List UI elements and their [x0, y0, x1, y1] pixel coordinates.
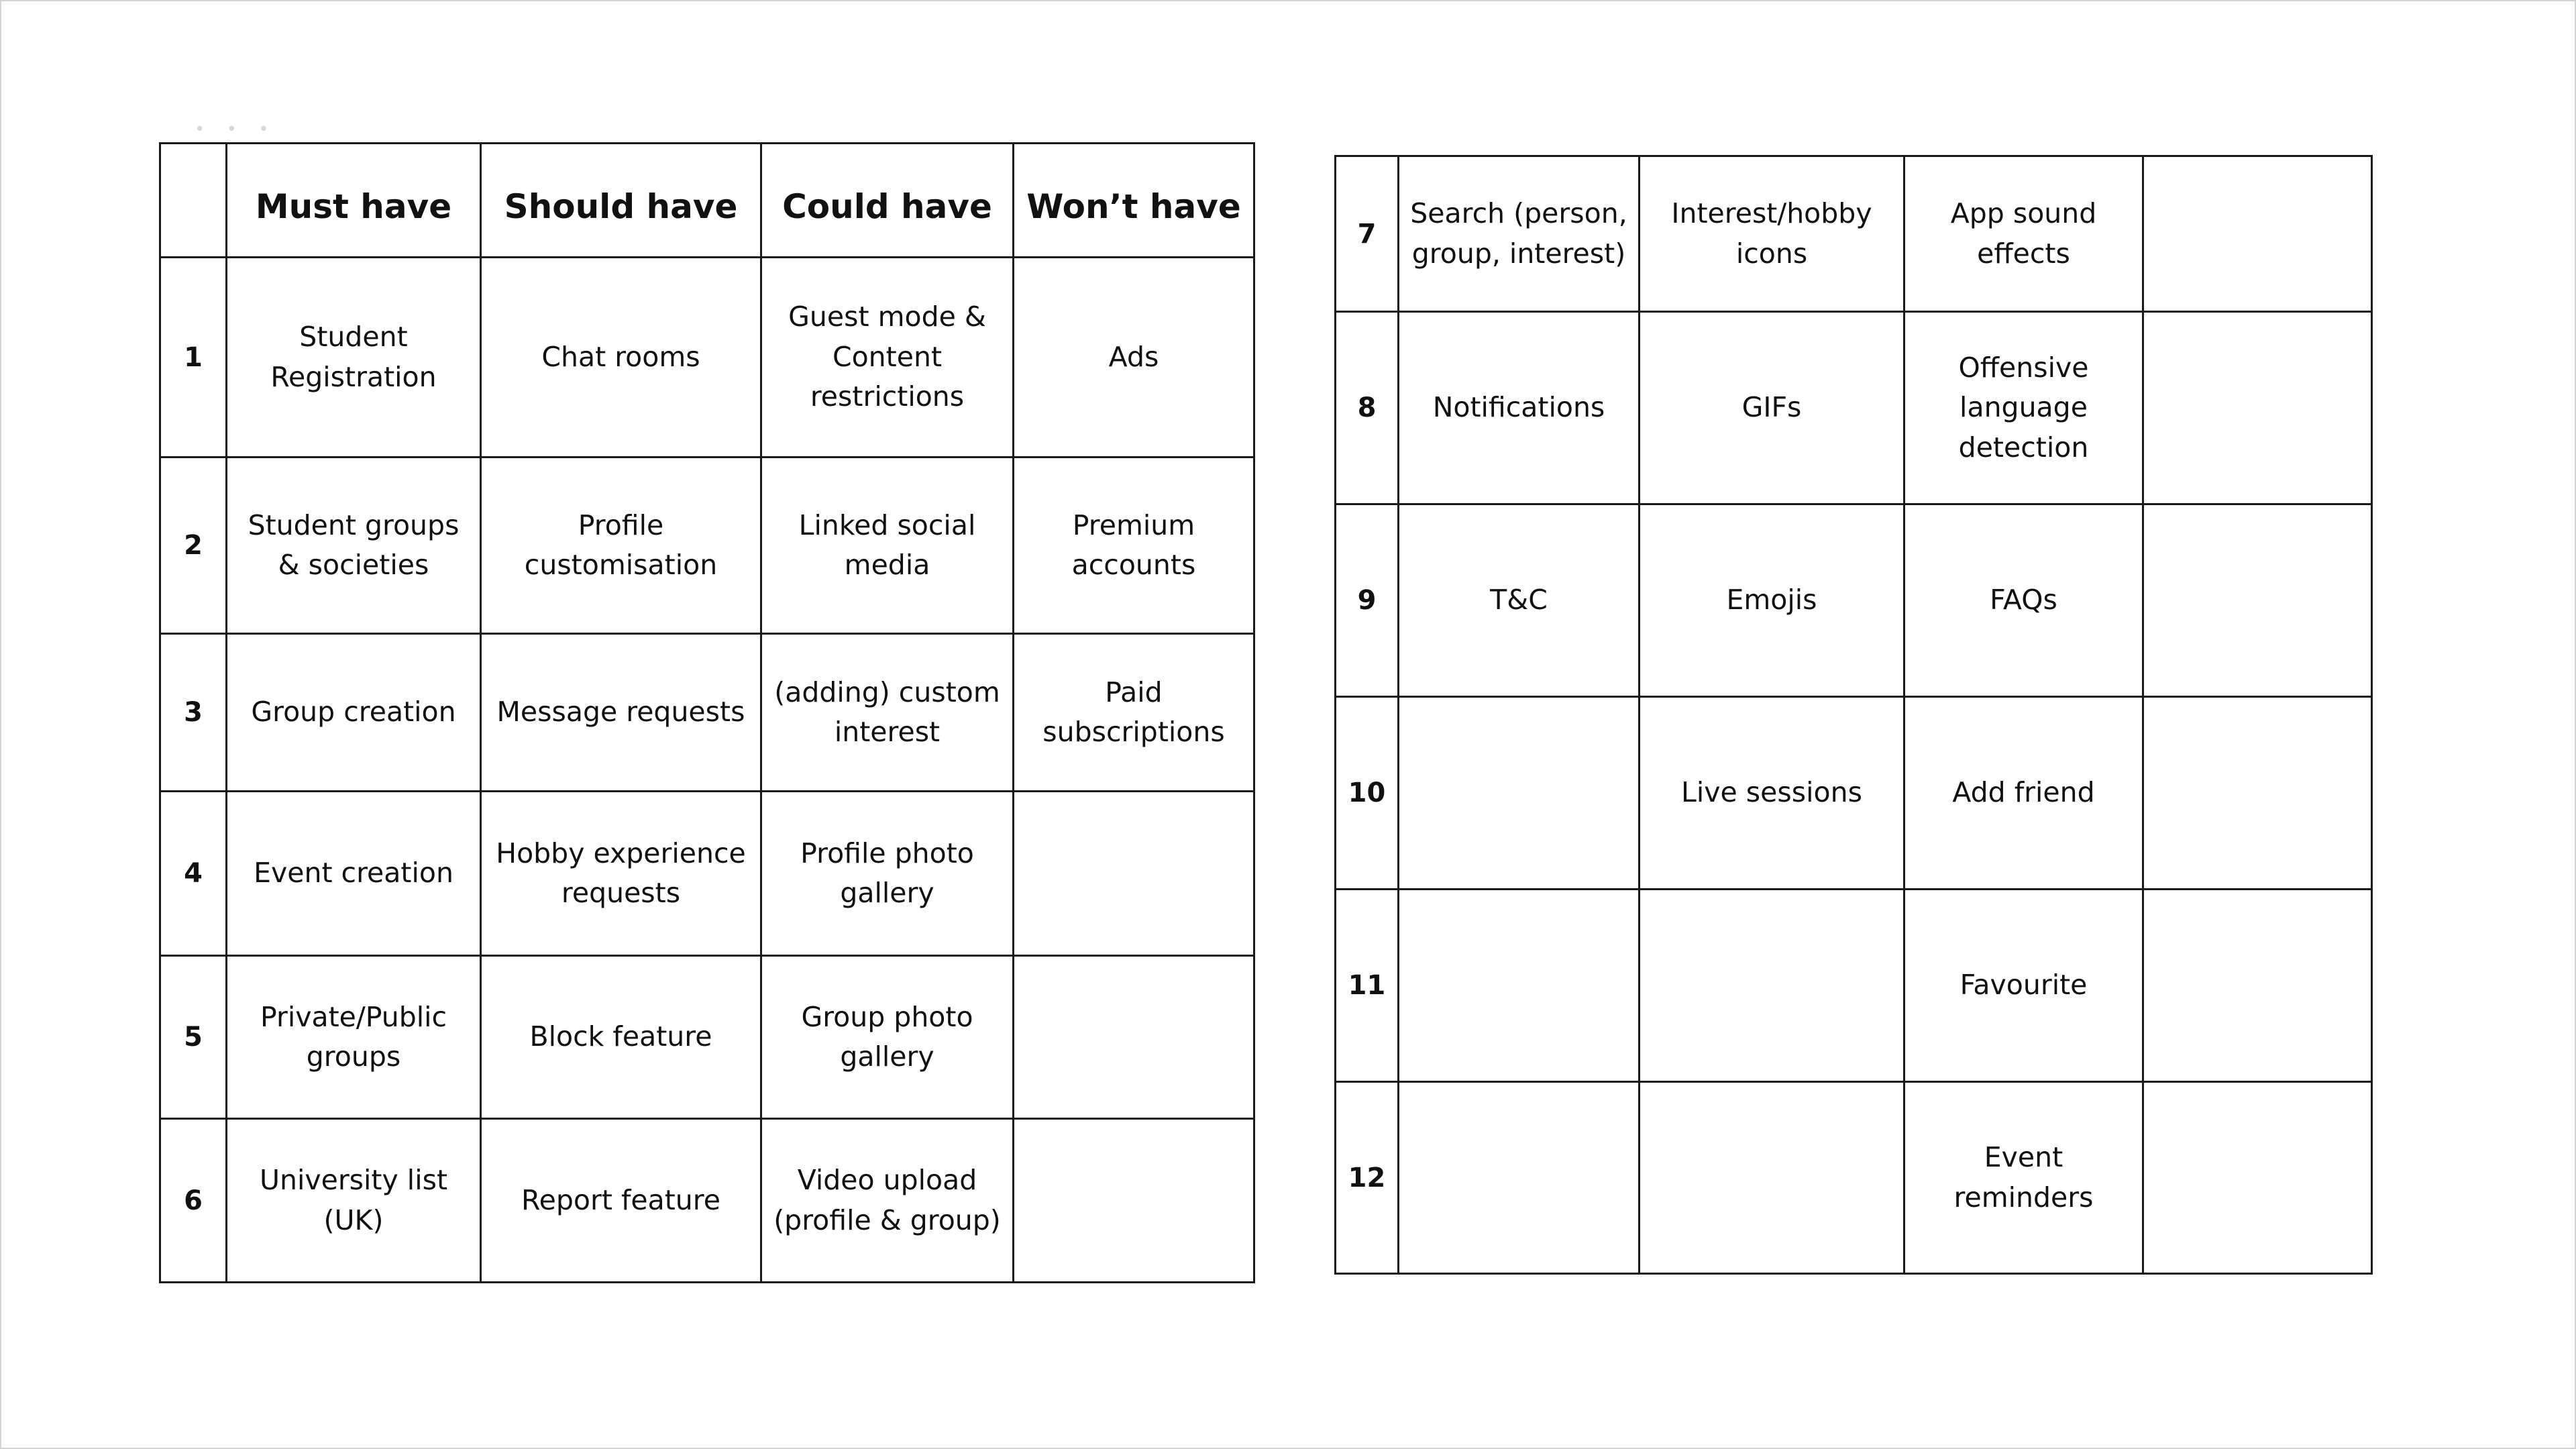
- row-number: 4: [160, 792, 227, 956]
- wont-have-cell: [2143, 697, 2372, 890]
- wont-have-cell: Premium accounts: [1014, 458, 1254, 634]
- could-have-cell: Guest mode & Content restrictions: [761, 258, 1014, 458]
- should-have-cell: Interest/hobby icons: [1640, 156, 1904, 312]
- could-have-cell: FAQs: [1904, 504, 2143, 697]
- must-have-cell: University list (UK): [227, 1119, 481, 1283]
- must-have-cell: [1399, 697, 1640, 890]
- must-have-cell: T&C: [1399, 504, 1640, 697]
- could-have-cell: Offensive language detection: [1904, 312, 2143, 504]
- could-have-cell: Favourite: [1904, 890, 2143, 1082]
- row-number: 1: [160, 258, 227, 458]
- should-have-cell: Live sessions: [1640, 697, 1904, 890]
- faint-dots-decoration: • • •: [195, 119, 277, 140]
- table-row: [160, 634, 1254, 792]
- could-have-cell: Group photo gallery: [761, 956, 1014, 1119]
- should-have-cell: Chat rooms: [481, 258, 761, 458]
- table-row: [160, 956, 1254, 1119]
- could-have-cell: App sound effects: [1904, 156, 2143, 312]
- could-have-cell: Linked social media: [761, 458, 1014, 634]
- row-number: 12: [1336, 1082, 1399, 1274]
- must-have-cell: Private/Public groups: [227, 956, 481, 1119]
- should-have-cell: Message requests: [481, 634, 761, 792]
- table-row: [1336, 312, 2372, 504]
- table-row: [160, 1119, 1254, 1283]
- header-corner-cell: [160, 144, 227, 258]
- must-have-cell: Student groups & societies: [227, 458, 481, 634]
- header-could-have: Could have: [761, 144, 1014, 258]
- table-row: [160, 792, 1254, 956]
- must-have-cell: Student Registration: [227, 258, 481, 458]
- wont-have-cell: [2143, 504, 2372, 697]
- header-should-have: Should have: [481, 144, 761, 258]
- row-number: 2: [160, 458, 227, 634]
- should-have-cell: Hobby experience requests: [481, 792, 761, 956]
- could-have-cell: Profile photo gallery: [761, 792, 1014, 956]
- table-row: [160, 258, 1254, 458]
- row-number: 8: [1336, 312, 1399, 504]
- wont-have-cell: [2143, 156, 2372, 312]
- row-number: 6: [160, 1119, 227, 1283]
- must-have-cell: Group creation: [227, 634, 481, 792]
- could-have-cell: (adding) custom interest: [761, 634, 1014, 792]
- row-number: 7: [1336, 156, 1399, 312]
- table-row: [1336, 890, 2372, 1082]
- wont-have-cell: Paid subscriptions: [1014, 634, 1254, 792]
- wont-have-cell: [2143, 890, 2372, 1082]
- could-have-cell: Add friend: [1904, 697, 2143, 890]
- table-row: [1336, 1082, 2372, 1274]
- row-number: 3: [160, 634, 227, 792]
- must-have-cell: [1399, 890, 1640, 1082]
- wont-have-cell: [1014, 792, 1254, 956]
- wont-have-cell: [1014, 956, 1254, 1119]
- could-have-cell: Event reminders: [1904, 1082, 2143, 1274]
- table-row: [1336, 156, 2372, 312]
- must-have-cell: Search (person, group, interest): [1399, 156, 1640, 312]
- could-have-cell: Video upload (profile & group): [761, 1119, 1014, 1283]
- should-have-cell: Block feature: [481, 956, 761, 1119]
- should-have-cell: Report feature: [481, 1119, 761, 1283]
- header-wont-have: Won’t have: [1014, 144, 1254, 258]
- should-have-cell: Emojis: [1640, 504, 1904, 697]
- wont-have-cell: [2143, 312, 2372, 504]
- should-have-cell: [1640, 890, 1904, 1082]
- header-row: [160, 144, 1254, 258]
- row-number: 5: [160, 956, 227, 1119]
- row-number: 9: [1336, 504, 1399, 697]
- wont-have-cell: Ads: [1014, 258, 1254, 458]
- must-have-cell: Notifications: [1399, 312, 1640, 504]
- must-have-cell: Event creation: [227, 792, 481, 956]
- table-row: [1336, 697, 2372, 890]
- header-must-have: Must have: [227, 144, 481, 258]
- moscow-table-right: [1334, 155, 2373, 1275]
- row-number: 10: [1336, 697, 1399, 890]
- should-have-cell: Profile customisation: [481, 458, 761, 634]
- moscow-table-left: [159, 142, 1255, 1283]
- row-number: 11: [1336, 890, 1399, 1082]
- wont-have-cell: [1014, 1119, 1254, 1283]
- table-row: [160, 458, 1254, 634]
- should-have-cell: GIFs: [1640, 312, 1904, 504]
- wont-have-cell: [2143, 1082, 2372, 1274]
- table-row: [1336, 504, 2372, 697]
- must-have-cell: [1399, 1082, 1640, 1274]
- should-have-cell: [1640, 1082, 1904, 1274]
